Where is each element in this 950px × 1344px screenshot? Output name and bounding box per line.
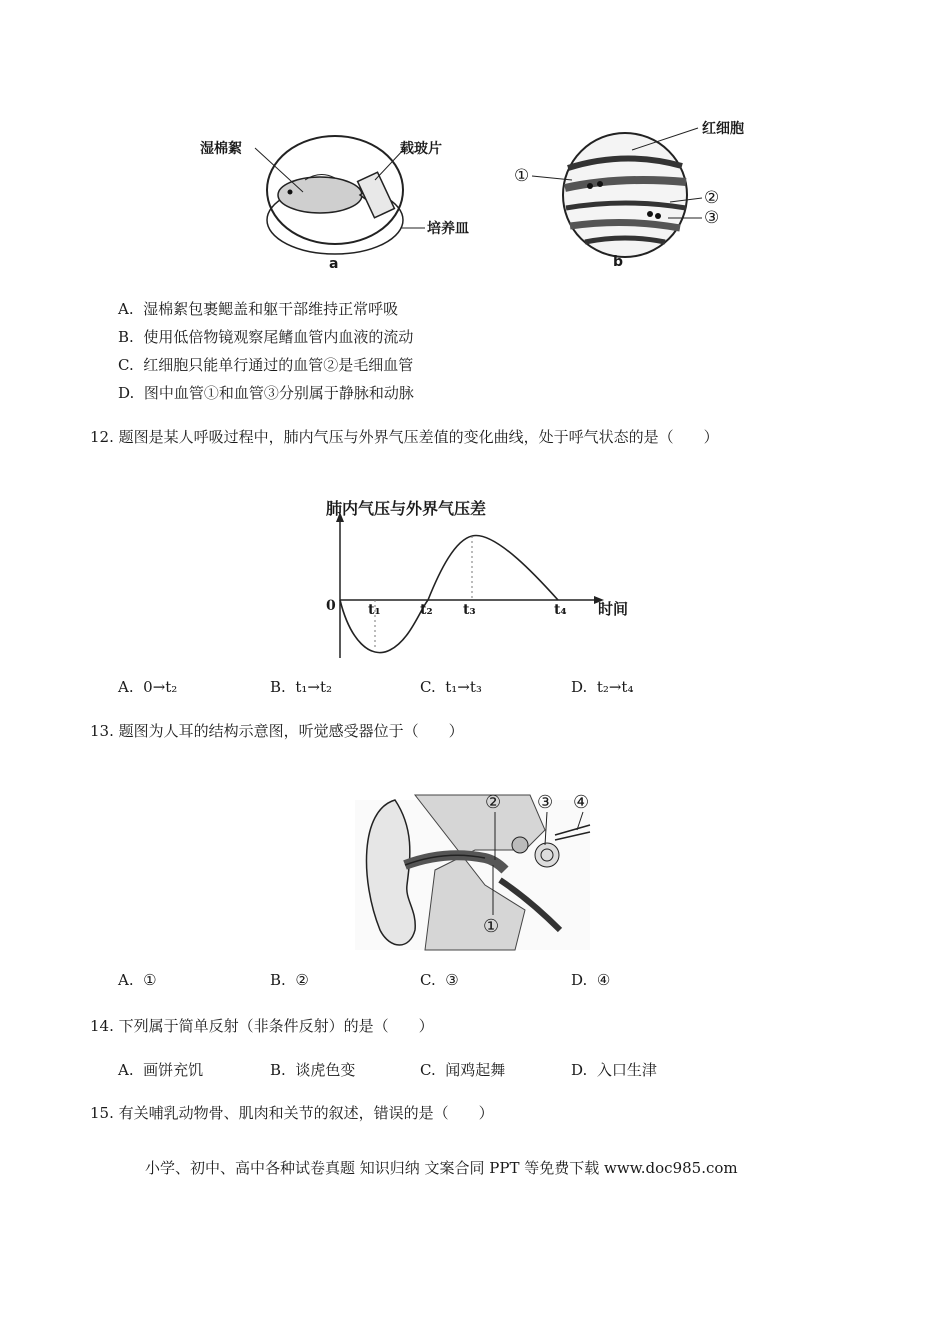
option-letter: A. [118, 300, 134, 318]
chart-title: 肺内气压与外界气压差 [326, 499, 487, 518]
caption-a: a [329, 256, 339, 272]
q12-stem: 12. 题图是某人呼吸过程中，肺内气压与外界气压差值的变化曲线，处于呼气状态的是（ ） [90, 428, 719, 446]
option-letter: C. [420, 678, 436, 696]
ear-marker-4: ④ [573, 792, 590, 813]
q12-option-c [420, 678, 482, 696]
tick-t2: t₂ [420, 602, 433, 618]
q14-option-b [270, 1059, 355, 1080]
option-letter: C. [118, 356, 134, 374]
option-letter: A. [118, 1061, 134, 1079]
q13-ear-figure [355, 790, 605, 955]
label-dish: 培养皿 [427, 221, 469, 237]
q14-stem: 14. 下列属于简单反射（非条件反射）的是（ ） [90, 1017, 434, 1035]
vessel-marker-3: ③ [704, 208, 720, 228]
q11-option-b [118, 326, 413, 347]
option-letter: C. [420, 1061, 436, 1079]
option-text: ③ [445, 971, 459, 989]
option-text: 红细胞只能单行通过的血管②是毛细血管 [143, 356, 414, 374]
option-letter: B. [118, 328, 134, 346]
option-letter: A. [118, 971, 134, 989]
option-text: ④ [596, 971, 611, 989]
option-text: ① [143, 971, 157, 989]
q11-option-a [118, 298, 398, 319]
figure-fish-dish [195, 120, 485, 280]
option-text: t₁→t₃ [445, 678, 482, 696]
q12-option-a [118, 678, 177, 696]
q13-option-a [118, 971, 157, 989]
vessel-marker-2: ② [704, 188, 720, 208]
q13-option-c [420, 971, 459, 989]
ear-illustration [355, 790, 605, 955]
tick-t3: t₃ [463, 602, 476, 618]
option-text: ② [295, 971, 309, 989]
option-text: 画饼充饥 [143, 1061, 204, 1079]
vessel-marker-1: ① [514, 166, 530, 186]
option-letter: C. [420, 971, 436, 989]
q12-option-d [571, 678, 633, 696]
tick-t4: t₄ [554, 602, 567, 618]
label-cotton: 湿棉絮 [200, 141, 242, 157]
option-letter: B. [270, 1061, 286, 1079]
q11-option-d [118, 382, 414, 403]
option-text: t₂→t₄ [596, 678, 634, 696]
option-text: t₁→t₂ [295, 678, 332, 696]
option-letter: D. [571, 678, 588, 696]
option-letter: D. [118, 384, 135, 402]
page-footer: 小学、初中、高中各种试卷真题 知识归纳 文案合同 PPT 等免费下载 www.doc985.com [145, 1159, 738, 1177]
option-letter: A. [118, 678, 134, 696]
ear-marker-2: ② [485, 792, 502, 813]
q13-option-b [270, 971, 309, 989]
option-letter: B. [270, 678, 286, 696]
ear-marker-3: ③ [537, 792, 554, 813]
q12-option-b [270, 678, 332, 696]
q13-stem: 13. 题图为人耳的结构示意图，听觉感受器位于（ ） [90, 722, 464, 740]
chart-origin: 0 [326, 598, 336, 614]
q13-option-d [571, 971, 610, 989]
option-text: 使用低倍物镜观察尾鳍血管内血液的流动 [143, 328, 414, 346]
q12-pressure-chart [320, 490, 640, 665]
option-text: 谈虎色变 [295, 1061, 356, 1079]
option-letter: D. [571, 971, 588, 989]
tick-t1: t₁ [368, 602, 381, 618]
option-text: 入口生津 [596, 1061, 657, 1079]
option-text: 图中血管①和血管③分别属于静脉和动脉 [143, 384, 414, 402]
option-letter: D. [571, 1061, 588, 1079]
option-letter: B. [270, 971, 286, 989]
q14-option-a [118, 1059, 203, 1080]
xaxis-label: 时间 [598, 600, 629, 618]
label-slide: 载玻片 [400, 141, 442, 157]
q15-stem: 15. 有关哺乳动物骨、肌肉和关节的叙述，错误的是（ ） [90, 1104, 494, 1122]
caption-b: b [613, 254, 624, 270]
figure-blood-vessels [510, 110, 780, 275]
label-rbc: 红细胞 [702, 121, 744, 137]
ear-marker-1: ① [483, 916, 500, 937]
option-text: 湿棉絮包裹鳃盖和躯干部维持正常呼吸 [143, 300, 399, 318]
q14-option-c [420, 1059, 505, 1080]
q14-option-d [571, 1059, 657, 1080]
option-text: 0→t₂ [143, 678, 178, 696]
q11-option-c [118, 354, 413, 375]
option-text: 闻鸡起舞 [445, 1061, 506, 1079]
